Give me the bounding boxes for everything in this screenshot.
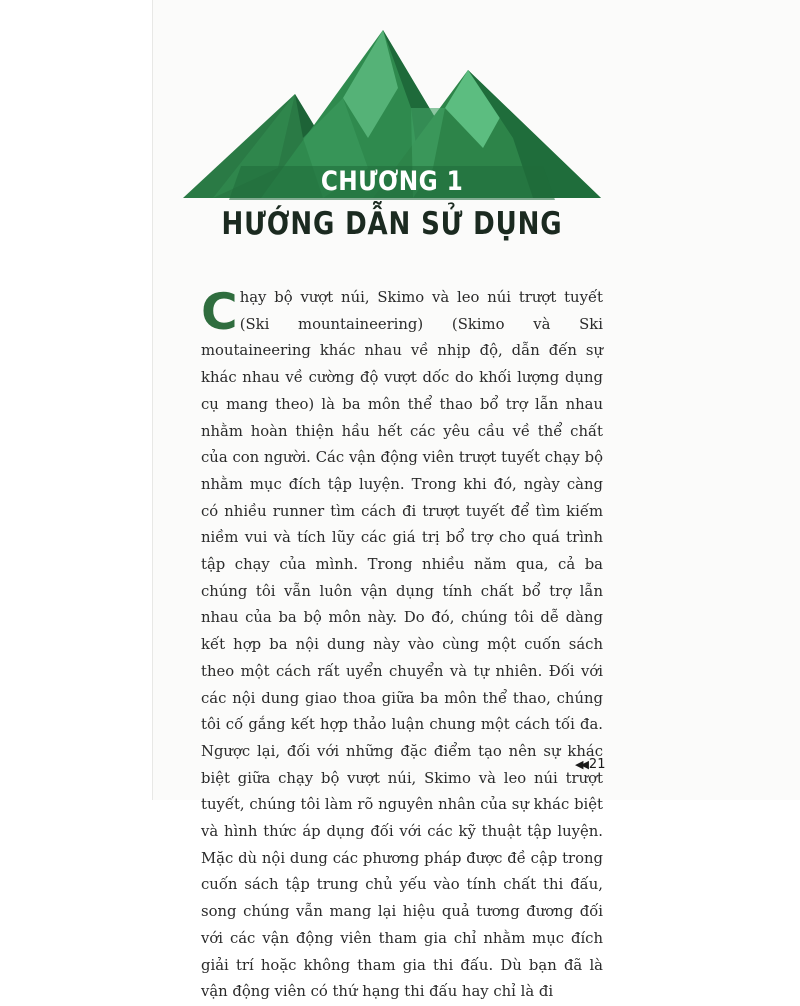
paragraph-text: hạy bộ vượt núi, Skimo và leo núi trượt tuyết (Ski mountaineering) (Skimo và Ski moutaineering khác nhau về nhịp độ, dẫn đến sự khác nhau về cường độ vượt dốc do khối lượng dụng cụ mang theo) là ba môn thể thao bổ trợ lẫn nhau nhằm hoàn thiện hầu hết các yêu cầu về thể chất của con người. Các vận động viên trượt tuyết chạy bộ nhằm mục đích tập luyện. Trong khi đó, ngày càng có nhiều runner tìm cách đi trượt tuyết để tìm kiếm niềm vui và tích lũy các giá trị bổ trợ cho quá trình tập chạy của mình. Trong nhiều năm qua, cả ba chúng tôi vẫn luôn vận dụng tính chất bổ trợ lẫn nhau của ba bộ môn này. Do đó, chúng tôi dễ dàng kết hợp ba nội dung này vào cùng một cuốn sách theo một cách rất uyển chuyển và tự nhiên. Đối với các nội dung giao thoa giữa ba môn thể thao, chúng tôi cố gắng kết hợp thảo luận chung một cách tối đa. Ngược lại, đối với những đặc điểm tạo nên sự khác biệt giữa chạy bộ vượt núi, Skimo và leo núi trượt tuyết, chúng tôi làm rõ nguyên nhân của sự khác biệt và hình thức áp dụng đối với các kỹ thuật tập luyện. Mặc dù nội dung các phương pháp được đề cập trong cuốn sách tập trung chủ yếu vào tính chất thi đấu, song chúng vẫn mang lại hiệu quả tương đương đối với các vận động viên tham gia chỉ nhằm mục đích giải trí hoặc không tham gia thi đấu. Dù bạn đã là vận động viên có thứ hạng thi đấu hay chỉ là đi bbox=[201, 289, 603, 1001]
chapter-title: HƯỚNG DẪN SỬ DỤNG bbox=[221, 206, 563, 242]
chapter-number: CHƯƠNG 1 bbox=[320, 166, 464, 197]
double-left-arrow-icon: ◀◀ bbox=[575, 758, 586, 771]
page-number: 21 bbox=[588, 757, 606, 772]
chapter-body-paragraph bbox=[201, 285, 603, 1006]
drop-cap: C bbox=[201, 283, 238, 341]
page-footer bbox=[575, 757, 605, 772]
